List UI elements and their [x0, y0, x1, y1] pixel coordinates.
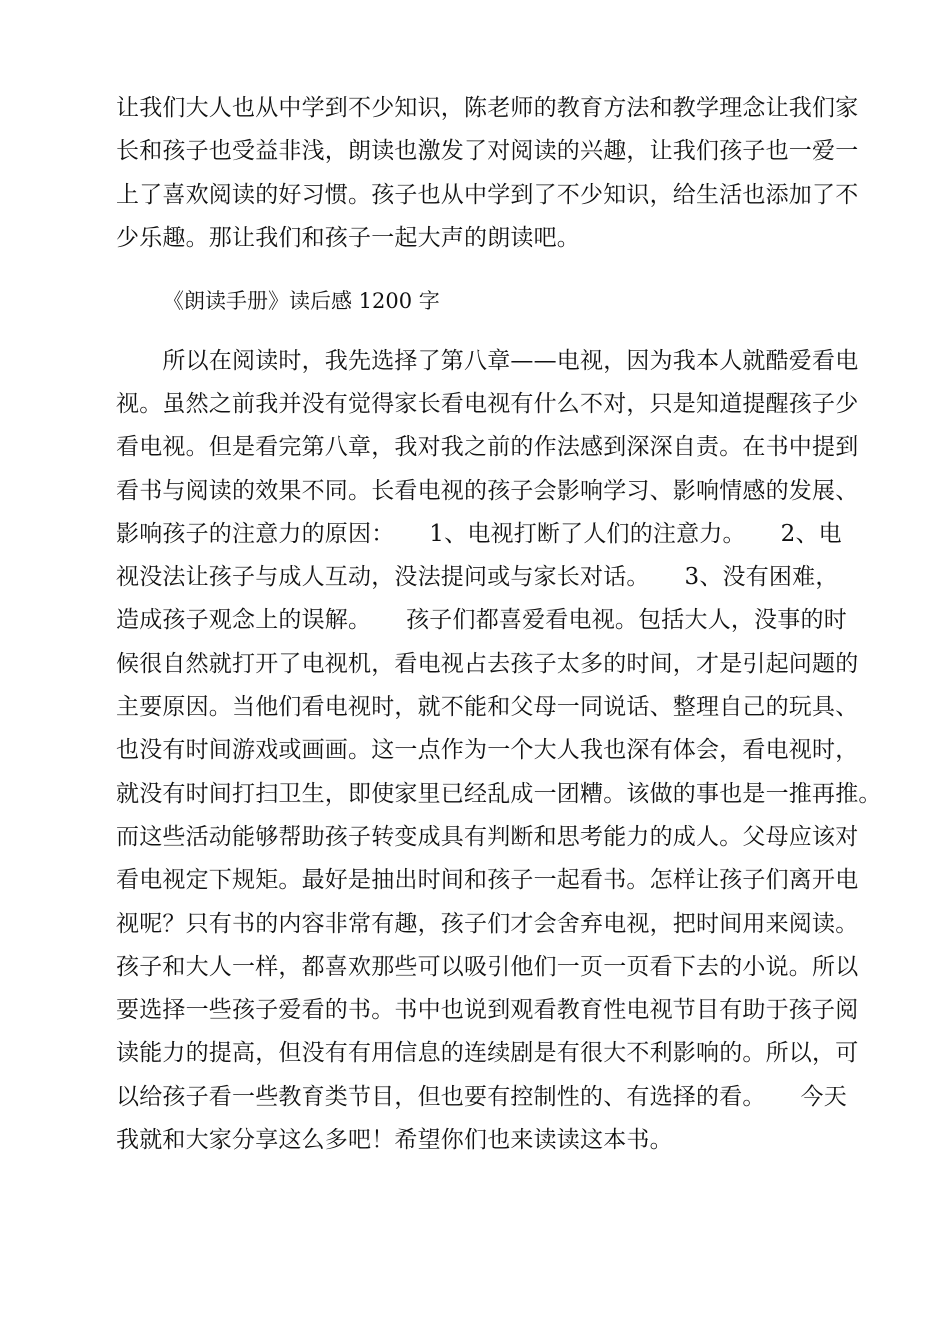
- paragraph-2-line-8: 候很自然就打开了电视机，看电视占去孩子太多的时间，才是引起问题的: [116, 651, 859, 677]
- section-title: 《朗读手册》读后感 1200 字: [163, 289, 440, 313]
- paragraph-2-line-13: 看电视定下规矩。最好是抽出时间和孩子一起看书。怎样让孩子们离开电: [116, 867, 859, 893]
- paragraph-1-line-2: 长和孩子也受益非浅，朗读也激发了对阅读的兴趣，让我们孩子也一爱一: [116, 138, 859, 164]
- paragraph-2-line-12: 而这些活动能够帮助孩子转变成具有判断和思考能力的成人。父母应该对: [116, 824, 859, 850]
- paragraph-2-line-2: 视。虽然之前我并没有觉得家长看电视有什么不对，只是知道提醒孩子少: [116, 391, 859, 417]
- paragraph-2-line-6: 视没法让孩子与成人互动，没法提问或与家长对话。 3、没有困难，: [116, 564, 839, 590]
- paragraph-2-line-18: 以给孩子看一些教育类节目，但也要有控制性的、有选择的看。 今天: [116, 1084, 847, 1110]
- paragraph-2-line-5: 影响孩子的注意力的原因： 1、电视打断了人们的注意力。 2、电: [116, 521, 842, 547]
- paragraph-2-line-3: 看电视。但是看完第八章，我对我之前的作法感到深深自责。在书中提到: [116, 434, 859, 460]
- paragraph-2-line-4: 看书与阅读的效果不同。长看电视的孩子会影响学习、影响情感的发展、: [116, 478, 859, 504]
- paragraph-2-line-1: 所以在阅读时，我先选择了第八章——电视，因为我本人就酷爱看电: [116, 348, 859, 374]
- paragraph-1-line-3: 上了喜欢阅读的好习惯。孩子也从中学到了不少知识，给生活也添加了不: [116, 182, 859, 208]
- paragraph-2-line-15: 孩子和大人一样，都喜欢那些可以吸引他们一页一页看下去的小说。所以: [116, 954, 859, 980]
- paragraph-1-line-1: 让我们大人也从中学到不少知识，陈老师的教育方法和教学理念让我们家: [116, 95, 859, 121]
- paragraph-2-line-16: 要选择一些孩子爱看的书。书中也说到观看教育性电视节目有助于孩子阅: [116, 997, 859, 1023]
- paragraph-2-line-10: 也没有时间游戏或画画。这一点作为一个大人我也深有体会，看电视时，: [116, 737, 859, 763]
- paragraph-2-line-7: 造成孩子观念上的误解。 孩子们都喜爱看电视。包括大人，没事的时: [116, 607, 847, 633]
- paragraph-2-line-17: 读能力的提高，但没有有用信息的连续剧是有很大不利影响的。所以，可: [116, 1040, 859, 1066]
- paragraph-2-line-9: 主要原因。当他们看电视时，就不能和父母一同说话、整理自己的玩具、: [116, 694, 859, 720]
- paragraph-2-line-14: 视呢？只有书的内容非常有趣，孩子们才会舍弃电视，把时间用来阅读。: [116, 911, 859, 937]
- paragraph-1-line-4: 少乐趣。那让我们和孩子一起大声的朗读吧。: [116, 225, 580, 251]
- paragraph-2-line-11: 就没有时间打扫卫生，即使家里已经乱成一团糟。该做的事也是一推再推。: [116, 781, 882, 807]
- paragraph-2-line-19: 我就和大家分享这么多吧！希望你们也来读读这本书。: [116, 1127, 673, 1153]
